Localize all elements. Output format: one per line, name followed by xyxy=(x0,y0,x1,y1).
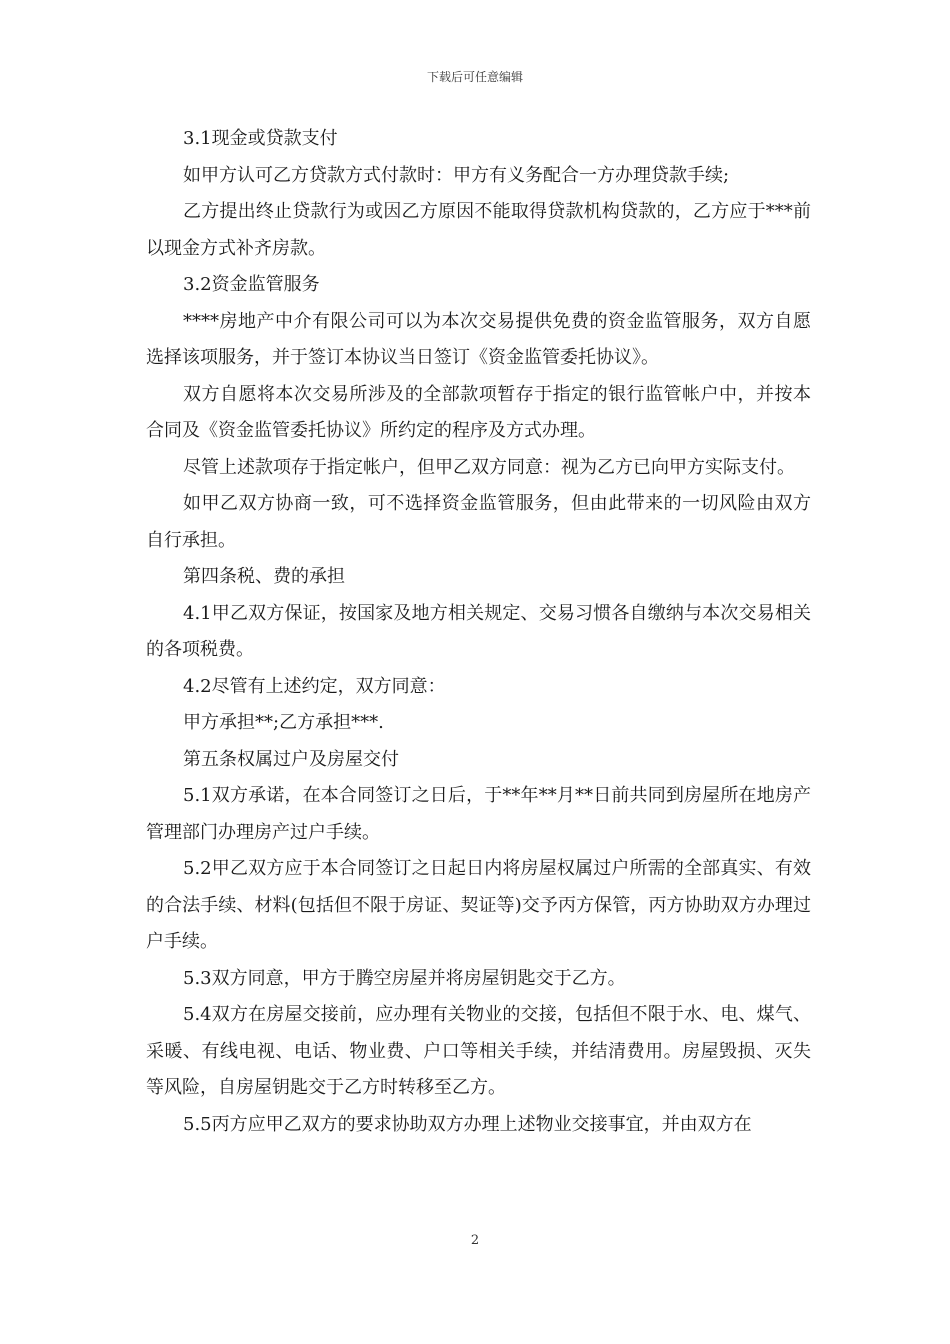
paragraph: 乙方提出终止贷款行为或因乙方原因不能取得贷款机构贷款的，乙方应于***前以现金方式补齐房款。 xyxy=(146,201,811,259)
section-heading: 第五条权属过户及房屋交付 xyxy=(183,748,399,770)
document-body xyxy=(146,121,811,1143)
page-header: 下载后可任意编辑 xyxy=(426,70,523,84)
paragraph: 双方自愿将本次交易所涉及的全部款项暂存于指定的银行监管帐户中，并按本合同及《资金监管委托协议》所约定的程序及方式办理。 xyxy=(146,383,811,441)
paragraph: 如甲方认可乙方贷款方式付款时：甲方有义务配合一方办理贷款手续; xyxy=(183,164,730,186)
paragraph: 3.2资金监管服务 xyxy=(183,274,320,295)
paragraph: 4.2尽管有上述约定，双方同意： xyxy=(183,675,446,697)
paragraph: 如甲乙双方协商一致，可不选择资金监管服务，但由此带来的一切风险由双方自行承担。 xyxy=(146,493,811,551)
page-number: 2 xyxy=(470,1233,480,1248)
paragraph: 5.5丙方应甲乙双方的要求协助双方办理上述物业交接事宜，并由双方在 xyxy=(183,1113,752,1135)
paragraph: 5.3双方同意，甲方于腾空房屋并将房屋钥匙交于乙方。 xyxy=(183,967,626,989)
paragraph: 5.1双方承诺，在本合同签订之日后，于**年**月**日前共同到房屋所在地房产管理部门办理房产过户手续。 xyxy=(146,785,811,843)
paragraph: 甲方承担**;乙方承担***. xyxy=(183,712,384,733)
paragraph: ****房地产中介有限公司可以为本次交易提供免费的资金监管服务，双方自愿选择该项服务，并于签订本协议当日签订《资金监管委托协议》。 xyxy=(146,310,811,368)
paragraph: 尽管上述款项存于指定帐户，但甲乙双方同意：视为乙方已向甲方实际支付。 xyxy=(183,456,795,478)
paragraph: 5.2甲乙双方应于本合同签订之日起日内将房屋权属过户所需的全部真实、有效的合法手续、材料(包括但不限于房证、契证等)交予丙方保管，丙方协助双方办理过户手续。 xyxy=(146,858,811,952)
section-heading: 第四条税、费的承担 xyxy=(183,566,345,587)
paragraph: 4.1甲乙双方保证，按国家及地方相关规定、交易习惯各自缴纳与本次交易相关的各项税费。 xyxy=(146,602,811,660)
paragraph: 3.1现金或贷款支付 xyxy=(183,128,338,149)
paragraph: 5.4双方在房屋交接前，应办理有关物业的交接，包括但不限于水、电、煤气、采暖、有线电视、电话、物业费、户口等相关手续，并结清费用。房屋毁损、灭失等风险，自房屋钥匙交于乙方时转移至乙方。 xyxy=(146,1004,811,1098)
